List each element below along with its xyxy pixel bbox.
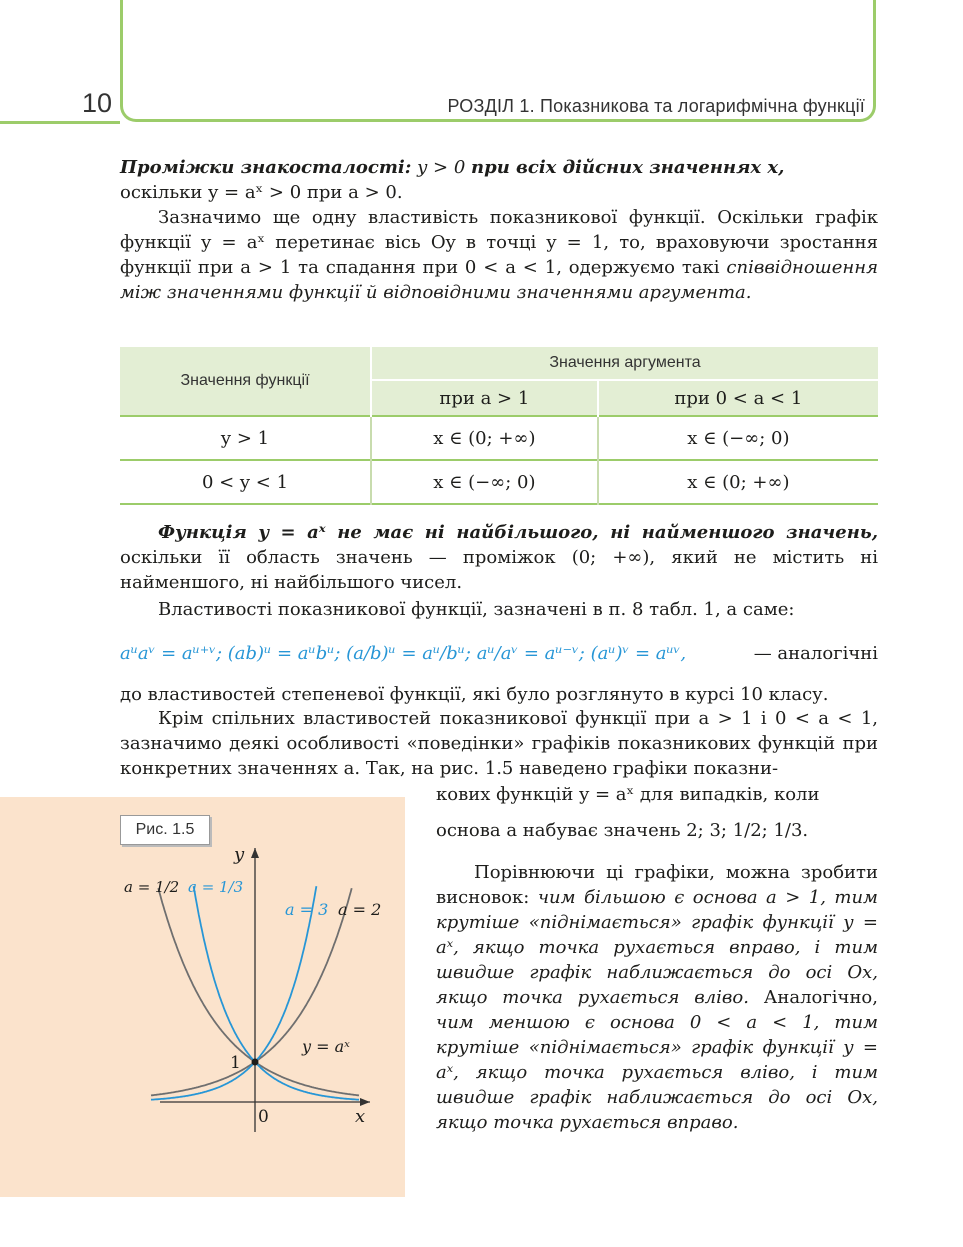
paragraph-sign-intervals <box>120 155 878 205</box>
para1-cond: y > 0 <box>417 157 466 178</box>
right-italic1: чим більшою є основа a > 1, тим крутіше «піднімається» графік функції y = aˣ, якщо точка рухається вправо, і тим швидше графік наближається до осі Ox, якщо точка рухається вліво. <box>436 887 878 1008</box>
right-para-text: Порівнюючи ці графіки, можна зробити висновок: <box>436 862 878 908</box>
table-row <box>120 460 878 504</box>
para2-italic: співвідношення між значеннями функції й відповідними значеннями аргумента. <box>120 257 878 303</box>
paragraph-no-extremum <box>120 520 878 595</box>
x-axis-label: x <box>355 1106 366 1127</box>
table-cell-arg1: x ∈ (0; +∞) <box>371 416 598 460</box>
paragraph-property <box>120 205 878 305</box>
x-axis-arrow-icon <box>360 1098 370 1106</box>
y-axis-label: y <box>234 844 245 865</box>
point-0-1 <box>252 1059 259 1066</box>
table-subheader-a-lt-1: при 0 < a < 1 <box>598 380 878 416</box>
table-row <box>120 416 878 460</box>
right-paragraph <box>436 860 878 1135</box>
label-a-3: a = 3 <box>285 900 329 919</box>
label-a-third: a = 1/3 <box>188 878 244 896</box>
label-a-half: a = 1/2 <box>124 878 180 896</box>
para2-text: Зазначимо ще одну властивість показникової функції. Оскільки графік функції y = aˣ перетинає вісь Oy в точці y = 1, то, враховуючи зростання функції при a > 1 та спадання при 0 < a < 1, одержуємо такі <box>120 207 878 278</box>
paragraph-features: Крім спільних властивостей показникової функції при a > 1 і 0 < a < 1, зазначимо деякі особливості «поведінки» графіків показникових функцій при конкретних значеннях a. Так, на рис. 1.5 наведено графіки показни- <box>120 708 878 779</box>
para3-rest: оскільки її область значень — проміжок (0; +∞), який не містить ні найменшого, ні найбільшого чисел. <box>120 547 878 593</box>
right-italic2: чим меншою є основа 0 < a < 1, тим крутіше «піднімається» графік функції y = aˣ, якщо точка рухається вліво, і тим швидше графік наближається до осі Ox, якщо точка рухається вправо. <box>436 1012 878 1133</box>
tick-label-one: 1 <box>230 1053 241 1073</box>
table-cell-arg2: x ∈ (−∞; 0) <box>598 416 878 460</box>
values-table <box>120 347 878 505</box>
curve-a-2 <box>151 888 352 1095</box>
para1-rest: при всіх дійсних значеннях x, <box>471 157 785 178</box>
para1-line2: оскільки y = aˣ > 0 при a > 0. <box>120 182 403 203</box>
table-cell-func: y > 1 <box>220 427 270 449</box>
table-header-argument: Значення аргумента <box>371 347 878 380</box>
right-plain2: Аналогічно, <box>763 987 878 1008</box>
running-head: РОЗДІЛ 1. Показникова та логарифмічна функції <box>447 96 865 116</box>
right-line2: основа a набуває значень 2; 3; 1/2; 1/3. <box>436 820 809 841</box>
curve-formula-label: y = aˣ <box>302 1037 350 1056</box>
para3-lead: Функція y = aˣ не має ні найбільшого, ні найменшого значень, <box>158 522 878 543</box>
page-number: 10 <box>82 88 113 118</box>
formula-line <box>120 627 878 679</box>
table-cell-func: 0 < y < 1 <box>201 471 289 493</box>
paragraph-properties <box>120 597 878 622</box>
right-line1: кових функцій y = aˣ для випадків, коли <box>436 784 820 805</box>
table-header-function: Значення функції <box>120 347 371 416</box>
table-subheader-a-gt-1: при a > 1 <box>371 380 598 416</box>
origin-label: 0 <box>258 1107 269 1127</box>
formula-tail: — аналогічні <box>753 642 878 664</box>
table-cell-arg1: x ∈ (−∞; 0) <box>371 460 598 504</box>
para4-text: Властивості показникової функції, зазначені в п. 8 табл. 1, а саме: <box>158 599 795 620</box>
header-rule <box>0 121 120 124</box>
exponential-graph <box>90 840 400 1140</box>
para1-lead: Проміжки знакосталості: <box>120 157 412 178</box>
para4-line3: до властивостей степеневої функції, які було розглянуто в курсі 10 класу. <box>120 684 829 705</box>
figure-caption: Рис. 1.5 <box>120 815 210 845</box>
power-formulas: aᵘaᵛ = aᵘ⁺ᵛ; (ab)ᵘ = aᵘbᵘ; (a/b)ᵘ = aᵘ/bᵘ; aᵘ/aᵛ = aᵘ⁻ᵛ; (aᵘ)ᵛ = aᵘᵛ, <box>120 642 687 664</box>
curve-a-half <box>158 888 359 1095</box>
y-axis-arrow-icon <box>251 848 259 858</box>
table-cell-arg2: x ∈ (0; +∞) <box>598 460 878 504</box>
curve-a-third <box>194 886 359 1099</box>
label-a-2: a = 2 <box>338 900 382 919</box>
